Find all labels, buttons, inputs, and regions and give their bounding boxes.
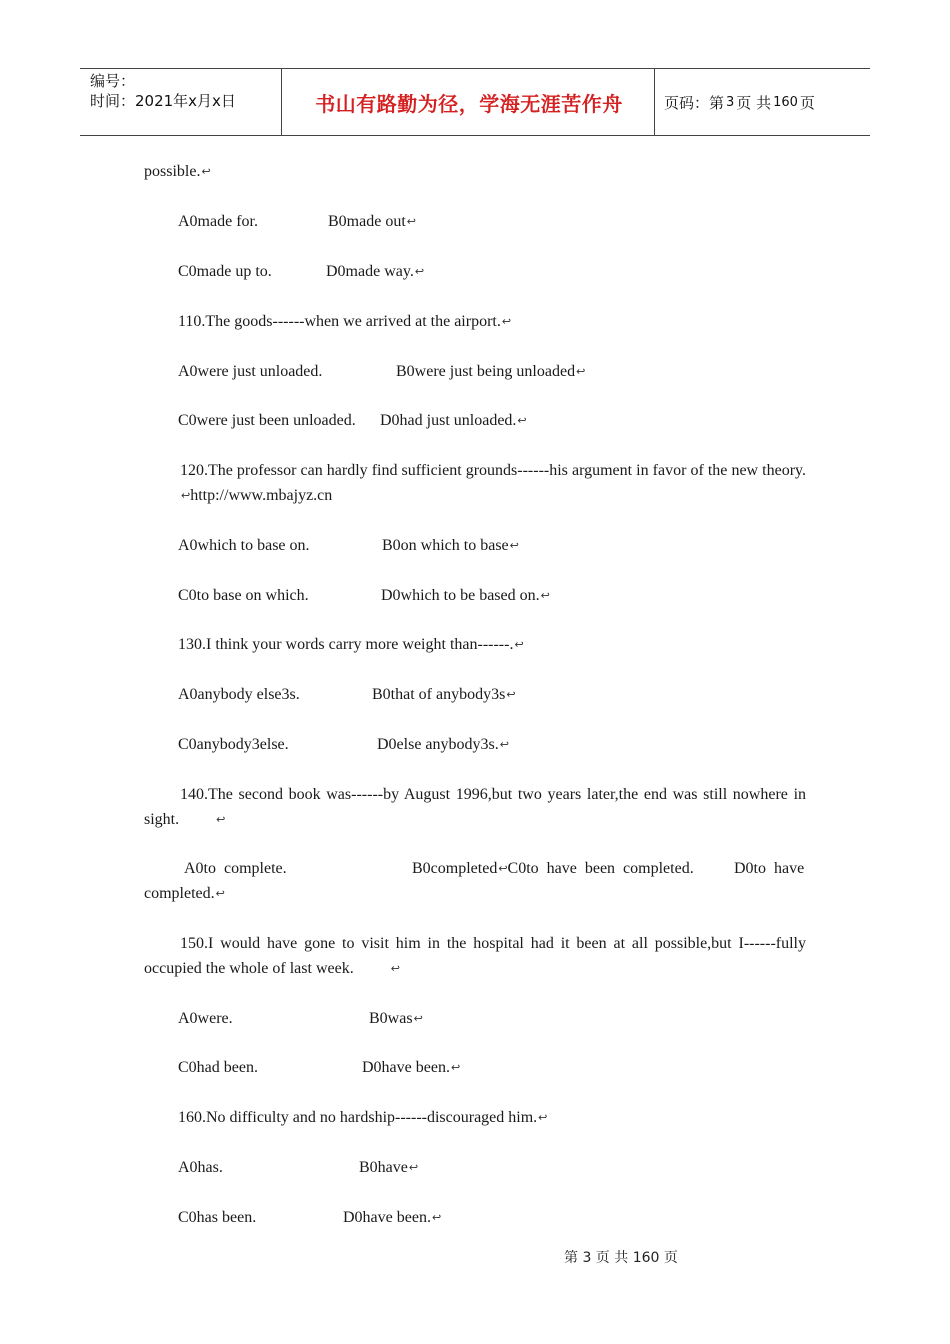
question-13: 130.I think your words carry more weight than------.↩ [178,636,524,653]
option-a: A0which to base on. [178,537,310,554]
paragraph-mark-icon: ↩ [509,539,519,552]
paragraph-mark-icon: ↩ [181,489,191,502]
paragraph-mark-icon: ↩ [413,1012,423,1025]
option-b: B0completed↩C0to have been completed. [412,860,694,877]
option-a: A0to complete. [184,860,287,877]
option-b: B0that of anybody3s↩ [372,686,516,703]
page-suffix: 页 [799,93,815,112]
option-c: C0made up to. [178,263,272,280]
option-b: B0was↩ [369,1010,423,1027]
option-c: C0has been. [178,1209,257,1226]
paragraph-mark-icon: ↩ [215,887,225,900]
paragraph-mark-icon: ↩ [506,688,516,701]
paragraph-mark-icon: ↩ [450,1061,461,1074]
option-c: C0anybody3else. [178,736,289,753]
header-motto: 书山有路勤为径，学海无涯苦作舟 [315,91,623,116]
page-number: 3 [726,94,735,110]
question-15: 150.I would have gone to visit him in the hospital had it been at all possible,but I------fully occupied the whole of last week. ↩ [144,931,806,981]
paragraph-mark-icon: ↩ [540,589,550,602]
page-prefix: 页码：第 [664,93,725,112]
option-d: D0have been.↩ [362,1059,461,1076]
option-c: C0were just been unloaded. [178,412,356,429]
paragraph-mark-icon: ↩ [408,1161,419,1174]
option-a: A0made for. [178,213,258,230]
question-16: 160.No difficulty and no hardship------discouraged him.↩ [178,1109,548,1126]
page-header [80,68,870,136]
paragraph-mark-icon: ↩ [514,638,524,651]
number-label: 编号： [90,72,136,90]
option-b: B0were just being unloaded↩ [396,363,586,380]
question-14: 140.The second book was------by August 1996,but two years later,the end was still nowhere in sight. ↩ [144,782,806,832]
paragraph-mark-icon: ↩ [216,813,226,826]
page-footer: 第 3 页 共 160 页 [564,1250,678,1266]
header-meta [90,71,236,111]
url-text: http://www.mbajyz.cn [190,487,333,504]
option-d: D0which to be based on.↩ [381,587,550,604]
option-d: D0else anybody3s.↩ [377,736,509,753]
page-mid: 页 共 [736,93,772,112]
option-c: C0to have been completed. [507,860,694,877]
paragraph-mark-icon: ↩ [414,265,425,278]
paragraph-mark-icon: ↩ [431,1211,442,1224]
option-a: A0anybody else3s. [178,686,300,703]
option-d: D0had just unloaded.↩ [380,412,527,429]
paragraph-mark-icon: ↩ [538,1111,548,1124]
option-b: B0have↩ [359,1159,419,1176]
question-12: 120.The professor can hardly find sufficient grounds------his argument in favor of the new theory.↩http://www.mbajyz.cn [144,458,806,508]
option-a: A0were. [178,1010,233,1027]
text-line: possible.↩ [144,163,211,180]
question-11: 110.The goods------when we arrived at the airport.↩ [178,313,512,330]
option-c: C0to base on which. [178,587,309,604]
option-d: D0made way.↩ [326,263,425,280]
paragraph-mark-icon: ↩ [406,215,416,228]
option-b: B0made out↩ [328,213,416,230]
paragraph-mark-icon: ↩ [498,862,508,875]
time-label: 时间：2021年x月x日 [90,92,236,110]
option-d: D0have been.↩ [343,1209,442,1226]
paragraph-mark-icon: ↩ [201,165,211,178]
paragraph-mark-icon: ↩ [499,738,509,751]
paragraph-mark-icon: ↩ [390,962,400,975]
option-d: D0to have [734,860,805,877]
option-a: A0has. [178,1159,223,1176]
option-a: A0were just unloaded. [178,363,323,380]
page-total: 160 [773,94,798,110]
option-b: B0on which to base↩ [382,537,519,554]
option-d-continued: completed.↩ [144,885,225,902]
paragraph-mark-icon: ↩ [517,414,527,427]
paragraph-mark-icon: ↩ [501,315,512,328]
paragraph-mark-icon: ↩ [576,365,586,378]
header-page-info [664,69,815,135]
option-c: C0had been. [178,1059,258,1076]
